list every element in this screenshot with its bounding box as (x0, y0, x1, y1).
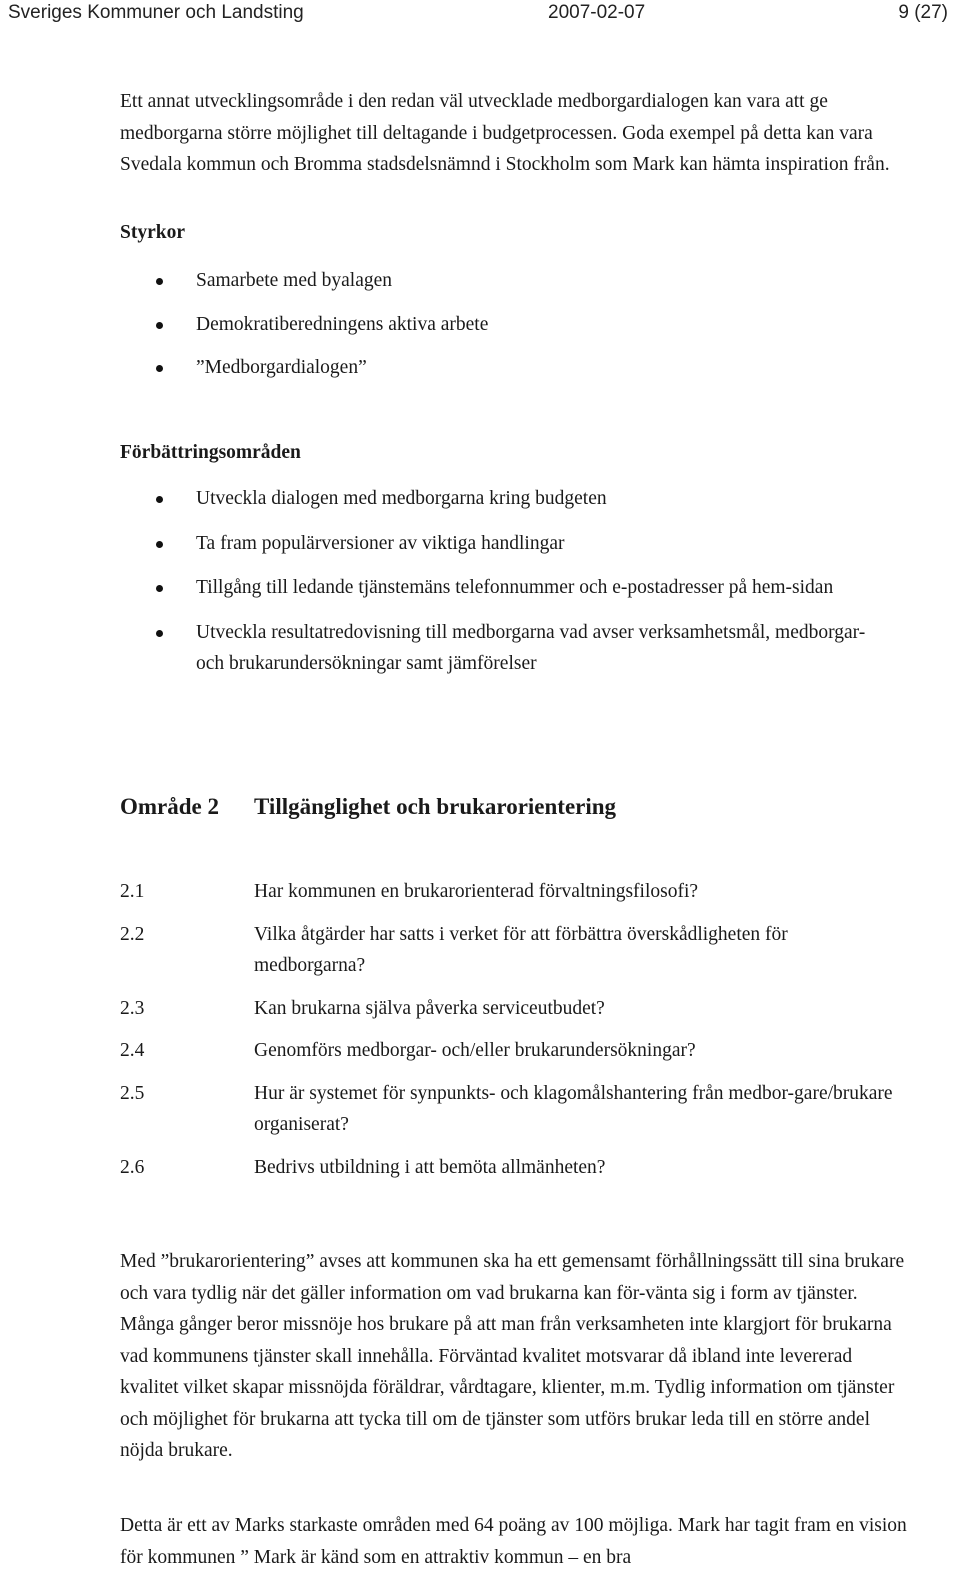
bullet-icon (156, 630, 163, 637)
body-paragraph-1: Med ”brukarorientering” avses att kommunen ska ha ett gemensamt förhållningssätt till sina brukare och vara tydlig när det gäller information om vad brukarna kan för-vänta sig i form av tjänster. Många gånger beror missnöje hos brukare på att man från verksamheten inte klargjort för brukarna vad kommunens tjänster skall innehålla. Förväntad kvalitet motsvarar då ibland inte levererad kvalitet vilket skapar missnöjda föräldrar, vårdtagare, klienter, m.m. Tydlig information om tjänster och möjlighet för brukarna att tycka till om de tjänster som utförs brukar leda till en större andel nöjda brukare. (120, 1251, 905, 1461)
question-text: Har kommunen en brukarorienterad förvaltningsfilosofi? (254, 881, 699, 902)
list-item: Utveckla dialogen med medborgarna kring budgeten (120, 483, 910, 515)
bullet-icon (156, 322, 163, 329)
area-title: Tillgänglighet och brukarorientering (254, 794, 617, 819)
list-item: Ta fram populärversioner av viktiga handlingar (120, 528, 910, 560)
header-date: 2007-02-07 (548, 2, 646, 23)
list-item: Samarbete med byalagen (120, 265, 910, 297)
list-item: Demokratiberedningens aktiva arbete (120, 309, 910, 341)
header-page-number: 9 (27) (898, 2, 948, 23)
improvements-list (120, 483, 910, 680)
header-organization: Sveriges Kommuner och Landsting (8, 2, 304, 23)
question-item (120, 1035, 910, 1067)
list-item: ”Medborgardialogen” (120, 352, 910, 384)
question-list (120, 876, 910, 1194)
body-paragraph-2: Detta är ett av Marks starkaste områden med 64 poäng av 100 möjliga. Mark har tagit fram en vision för kommunen ” Mark är känd som en attraktiv kommun – en bra (120, 1515, 907, 1568)
strengths-list (120, 265, 910, 384)
question-number: 2.5 (120, 1082, 145, 1104)
list-item: Tillgång till ledande tjänstemäns telefonnummer och e-postadresser på hem-sidan (120, 572, 910, 604)
bullet-icon (156, 541, 163, 548)
list-item: Utveckla resultatredovisning till medborgarna vad avser verksamhetsmål, medborgar- och brukarundersökningar samt jämförelser (120, 617, 910, 680)
bullet-icon (156, 365, 163, 372)
question-item (120, 919, 910, 982)
question-text: Vilka åtgärder har satts i verket för att förbättra överskådligheten för medborgarna? (254, 923, 788, 976)
area-number: Område 2 (120, 794, 220, 819)
question-number: 2.4 (120, 1040, 145, 1061)
question-item (120, 1152, 910, 1184)
question-number: 2.6 (120, 1156, 145, 1178)
improvements-heading: Förbättringsområden (120, 442, 301, 463)
bullet-icon (156, 585, 163, 592)
question-number: 2.1 (120, 881, 145, 902)
question-item (120, 876, 910, 908)
intro-paragraph: Ett annat utvecklingsområde i den redan väl utvecklade medborgardialogen kan vara att ge medborgarna större möjlighet till deltagande i budgetprocessen. Goda exempel på detta kan vara Svedala kommun och Bromma stadsdelsnämnd i Stockholm som Mark kan hämta inspiration från. (120, 91, 890, 175)
question-text: Bedrivs utbildning i att bemöta allmänheten? (254, 1156, 606, 1178)
strengths-heading: Styrkor (120, 222, 185, 243)
question-text: Kan brukarna själva påverka serviceutbudet? (254, 997, 605, 1019)
question-text: Genomförs medborgar- och/eller brukarundersökningar? (254, 1040, 696, 1061)
question-text: Hur är systemet för synpunkts- och klagomålshantering från medbor-gare/brukare organiserat? (254, 1082, 893, 1135)
page-header (0, 0, 960, 28)
question-number: 2.2 (120, 923, 145, 945)
question-item (120, 993, 910, 1025)
question-item (120, 1078, 910, 1141)
bullet-icon (156, 278, 163, 285)
bullet-icon (156, 496, 163, 503)
question-number: 2.3 (120, 997, 145, 1019)
